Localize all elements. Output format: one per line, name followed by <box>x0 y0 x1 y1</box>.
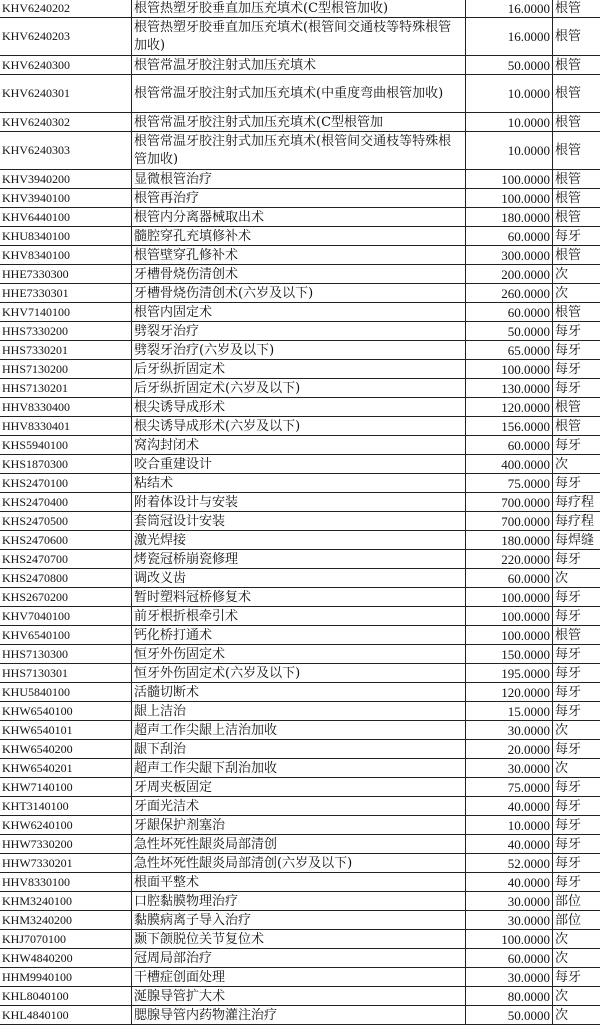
item-unit-cell: 每牙 <box>553 835 600 854</box>
item-code-cell: HHM9940100 <box>0 968 132 987</box>
item-unit-cell: 每牙 <box>553 436 600 455</box>
table-row <box>0 474 600 493</box>
item-unit-cell: 每牙 <box>553 702 600 721</box>
item-name-cell: 牙周夹板固定 <box>132 778 466 797</box>
item-code-cell: KHS2470700 <box>0 550 132 569</box>
item-unit-cell: 根管 <box>553 189 600 208</box>
item-unit-cell: 部位 <box>553 892 600 911</box>
item-name-cell: 根尖诱导成形术 <box>132 398 466 417</box>
table-row <box>0 930 600 949</box>
table-row <box>0 740 600 759</box>
table-row <box>0 873 600 892</box>
table-row <box>0 949 600 968</box>
item-name-cell: 前牙根折根牵引术 <box>132 607 466 626</box>
table-row <box>0 626 600 645</box>
item-name-cell: 超声工作尖龈上洁治加收 <box>132 721 466 740</box>
item-price-cell: 16.0000 <box>466 18 553 56</box>
item-price-cell: 195.0000 <box>466 664 553 683</box>
item-price-cell: 10.0000 <box>466 816 553 835</box>
item-name-cell: 龈下刮治 <box>132 740 466 759</box>
item-code-cell: KHS5940100 <box>0 436 132 455</box>
item-code-cell: KHW6540201 <box>0 759 132 778</box>
item-code-cell: KHV6240202 <box>0 0 132 18</box>
item-price-cell: 60.0000 <box>466 227 553 246</box>
item-name-cell: 牙槽骨烧伤清创术 <box>132 265 466 284</box>
item-code-cell: KHS2670200 <box>0 588 132 607</box>
item-unit-cell: 次 <box>553 721 600 740</box>
item-code-cell: KHU8340100 <box>0 227 132 246</box>
item-code-cell: HHE7330301 <box>0 284 132 303</box>
item-name-cell: 根管常温牙胶注射式加压充填术 <box>132 56 466 75</box>
item-name-cell: 急性坏死性龈炎局部清创 <box>132 835 466 854</box>
item-name-cell: 根管壁穿孔修补术 <box>132 246 466 265</box>
item-price-cell: 75.0000 <box>466 778 553 797</box>
item-price-cell: 15.0000 <box>466 702 553 721</box>
item-unit-cell: 每牙 <box>553 379 600 398</box>
item-name-cell: 根管热塑牙胶垂直加压充填术(根管间交通枝等特殊根管加收) <box>132 18 466 56</box>
item-unit-cell: 根管 <box>553 132 600 170</box>
table-row <box>0 892 600 911</box>
item-name-cell: 根尖诱导成形术(六岁及以下) <box>132 417 466 436</box>
table-row <box>0 132 600 170</box>
item-name-cell: 颞下颌脱位关节复位术 <box>132 930 466 949</box>
table-row <box>0 911 600 930</box>
table-row <box>0 398 600 417</box>
item-unit-cell: 根管 <box>553 75 600 113</box>
item-price-cell: 100.0000 <box>466 170 553 189</box>
item-code-cell: KHW7140100 <box>0 778 132 797</box>
table-row <box>0 18 600 56</box>
item-code-cell: KHV7140100 <box>0 303 132 322</box>
item-unit-cell: 每牙 <box>553 797 600 816</box>
table-row <box>0 569 600 588</box>
item-name-cell: 急性坏死性龈炎局部清创(六岁及以下) <box>132 854 466 873</box>
item-name-cell: 劈裂牙治疗 <box>132 322 466 341</box>
item-name-cell: 活髓切断术 <box>132 683 466 702</box>
item-unit-cell: 每牙 <box>553 607 600 626</box>
table-row <box>0 265 600 284</box>
item-name-cell: 调改义齿 <box>132 569 466 588</box>
item-price-cell: 10.0000 <box>466 113 553 132</box>
table-row <box>0 645 600 664</box>
item-unit-cell: 每牙 <box>553 816 600 835</box>
item-name-cell: 根管再治疗 <box>132 189 466 208</box>
item-price-cell: 80.0000 <box>466 987 553 1006</box>
item-code-cell: KHS2470600 <box>0 531 132 550</box>
item-code-cell: KHM3240200 <box>0 911 132 930</box>
item-unit-cell: 根管 <box>553 626 600 645</box>
item-price-cell: 60.0000 <box>466 303 553 322</box>
item-price-cell: 30.0000 <box>466 721 553 740</box>
item-code-cell: KHV3940200 <box>0 170 132 189</box>
item-price-cell: 10.0000 <box>466 132 553 170</box>
item-price-cell: 75.0000 <box>466 474 553 493</box>
item-code-cell: HHV8330100 <box>0 873 132 892</box>
item-name-cell: 劈裂牙治疗(六岁及以下) <box>132 341 466 360</box>
item-name-cell: 龈上洁治 <box>132 702 466 721</box>
item-code-cell: KHL4840100 <box>0 1006 132 1025</box>
item-price-cell: 120.0000 <box>466 683 553 702</box>
item-name-cell: 冠周局部治疗 <box>132 949 466 968</box>
table-row <box>0 417 600 436</box>
item-price-cell: 40.0000 <box>466 835 553 854</box>
item-name-cell: 根管常温牙胶注射式加压充填术(C型根管加 <box>132 113 466 132</box>
item-unit-cell: 每牙 <box>553 227 600 246</box>
item-unit-cell: 每牙 <box>553 968 600 987</box>
item-code-cell: KHM3240100 <box>0 892 132 911</box>
item-unit-cell: 每牙 <box>553 341 600 360</box>
item-unit-cell: 根管 <box>553 398 600 417</box>
table-row <box>0 360 600 379</box>
item-code-cell: KHU5840100 <box>0 683 132 702</box>
item-unit-cell: 每疗程 <box>553 493 600 512</box>
item-name-cell: 激光焊接 <box>132 531 466 550</box>
item-price-cell: 10.0000 <box>466 75 553 113</box>
item-unit-cell: 每牙 <box>553 873 600 892</box>
item-name-cell: 腮腺导管内药物灌注治疗 <box>132 1006 466 1025</box>
item-price-cell: 700.0000 <box>466 493 553 512</box>
table-row <box>0 436 600 455</box>
item-name-cell: 涎腺导管扩大术 <box>132 987 466 1006</box>
item-code-cell: KHV6240203 <box>0 18 132 56</box>
item-code-cell: HHV8330400 <box>0 398 132 417</box>
item-name-cell: 根管内分离器械取出术 <box>132 208 466 227</box>
item-price-cell: 150.0000 <box>466 645 553 664</box>
item-code-cell: KHW6540101 <box>0 721 132 740</box>
item-price-cell: 156.0000 <box>466 417 553 436</box>
item-name-cell: 附着体设计与安装 <box>132 493 466 512</box>
item-code-cell: KHW4840200 <box>0 949 132 968</box>
item-code-cell: HHS7130201 <box>0 379 132 398</box>
item-price-cell: 52.0000 <box>466 854 553 873</box>
table-row <box>0 854 600 873</box>
table-row <box>0 683 600 702</box>
item-name-cell: 髓腔穿孔充填修补术 <box>132 227 466 246</box>
item-unit-cell: 次 <box>553 265 600 284</box>
item-price-cell: 60.0000 <box>466 569 553 588</box>
item-name-cell: 根管常温牙胶注射式加压充填术(中重度弯曲根管加收) <box>132 75 466 113</box>
item-code-cell: KHS2470100 <box>0 474 132 493</box>
item-name-cell: 恒牙外伤固定术 <box>132 645 466 664</box>
table-row <box>0 341 600 360</box>
item-price-cell: 300.0000 <box>466 246 553 265</box>
item-code-cell: KHW6240100 <box>0 816 132 835</box>
item-price-cell: 400.0000 <box>466 455 553 474</box>
item-unit-cell: 每牙 <box>553 664 600 683</box>
item-unit-cell: 根管 <box>553 303 600 322</box>
item-name-cell: 钙化桥打通术 <box>132 626 466 645</box>
item-price-cell: 30.0000 <box>466 968 553 987</box>
table-row <box>0 759 600 778</box>
table-row <box>0 987 600 1006</box>
table-row <box>0 284 600 303</box>
item-unit-cell: 每牙 <box>553 360 600 379</box>
item-price-cell: 30.0000 <box>466 911 553 930</box>
item-code-cell: HHS7330200 <box>0 322 132 341</box>
item-price-cell: 130.0000 <box>466 379 553 398</box>
item-code-cell: KHV6440100 <box>0 208 132 227</box>
item-price-cell: 16.0000 <box>466 0 553 18</box>
item-unit-cell: 每疗程 <box>553 512 600 531</box>
item-price-cell: 50.0000 <box>466 56 553 75</box>
item-unit-cell: 每牙 <box>553 474 600 493</box>
item-name-cell: 窝沟封闭术 <box>132 436 466 455</box>
item-code-cell: KHT3140100 <box>0 797 132 816</box>
item-code-cell: KHJ7070100 <box>0 930 132 949</box>
item-price-cell: 200.0000 <box>466 265 553 284</box>
item-unit-cell: 次 <box>553 284 600 303</box>
item-name-cell: 超声工作尖龈下刮治加收 <box>132 759 466 778</box>
item-code-cell: KHV3940100 <box>0 189 132 208</box>
item-unit-cell: 根管 <box>553 246 600 265</box>
table-row <box>0 246 600 265</box>
item-name-cell: 粘结术 <box>132 474 466 493</box>
table-row <box>0 797 600 816</box>
item-code-cell: KHV6240301 <box>0 75 132 113</box>
item-unit-cell: 每牙 <box>553 683 600 702</box>
table-row <box>0 379 600 398</box>
item-code-cell: KHV7040100 <box>0 607 132 626</box>
item-code-cell: HHV8330401 <box>0 417 132 436</box>
item-code-cell: HHE7330300 <box>0 265 132 284</box>
table-row <box>0 550 600 569</box>
item-unit-cell: 每牙 <box>553 778 600 797</box>
item-name-cell: 恒牙外伤固定术(六岁及以下) <box>132 664 466 683</box>
item-price-cell: 100.0000 <box>466 930 553 949</box>
item-unit-cell: 根管 <box>553 170 600 189</box>
item-price-cell: 60.0000 <box>466 436 553 455</box>
table-row <box>0 208 600 227</box>
item-price-cell: 100.0000 <box>466 626 553 645</box>
table-row <box>0 189 600 208</box>
table-row <box>0 607 600 626</box>
item-name-cell: 显微根管治疗 <box>132 170 466 189</box>
item-name-cell: 后牙纵折固定术(六岁及以下) <box>132 379 466 398</box>
item-name-cell: 干槽症创面处理 <box>132 968 466 987</box>
item-name-cell: 口腔黏膜物理治疗 <box>132 892 466 911</box>
item-code-cell: KHS2470500 <box>0 512 132 531</box>
item-unit-cell: 次 <box>553 455 600 474</box>
table-row <box>0 835 600 854</box>
item-code-cell: HHS7130300 <box>0 645 132 664</box>
item-price-cell: 100.0000 <box>466 607 553 626</box>
item-code-cell: KHS1870300 <box>0 455 132 474</box>
table-row <box>0 227 600 246</box>
item-code-cell: KHV6240300 <box>0 56 132 75</box>
table-row <box>0 322 600 341</box>
item-name-cell: 根管热塑牙胶垂直加压充填术(C型根管加收) <box>132 0 466 18</box>
item-code-cell: HHS7130301 <box>0 664 132 683</box>
item-price-cell: 30.0000 <box>466 892 553 911</box>
item-name-cell: 牙面光洁术 <box>132 797 466 816</box>
table-row <box>0 0 600 18</box>
item-name-cell: 咬合重建设计 <box>132 455 466 474</box>
item-unit-cell: 每牙 <box>553 645 600 664</box>
item-name-cell: 牙龈保护剂塞治 <box>132 816 466 835</box>
item-name-cell: 烤瓷冠桥崩瓷修理 <box>132 550 466 569</box>
item-code-cell: KHW6540100 <box>0 702 132 721</box>
table-row <box>0 702 600 721</box>
item-name-cell: 根面平整术 <box>132 873 466 892</box>
item-unit-cell: 根管 <box>553 18 600 56</box>
item-price-cell: 100.0000 <box>466 588 553 607</box>
table-row <box>0 816 600 835</box>
item-price-cell: 65.0000 <box>466 341 553 360</box>
item-price-cell: 100.0000 <box>466 360 553 379</box>
item-unit-cell: 根管 <box>553 417 600 436</box>
item-unit-cell: 次 <box>553 987 600 1006</box>
item-code-cell: KHV8340100 <box>0 246 132 265</box>
table-row <box>0 968 600 987</box>
table-row <box>0 455 600 474</box>
item-price-cell: 40.0000 <box>466 873 553 892</box>
item-price-cell: 180.0000 <box>466 208 553 227</box>
item-code-cell: KHS2470400 <box>0 493 132 512</box>
item-unit-cell: 根管 <box>553 56 600 75</box>
item-unit-cell: 每牙 <box>553 322 600 341</box>
item-name-cell: 牙槽骨烧伤清创术(六岁及以下) <box>132 284 466 303</box>
table-row <box>0 664 600 683</box>
table-row <box>0 588 600 607</box>
table-row <box>0 303 600 322</box>
item-code-cell: HHW7330201 <box>0 854 132 873</box>
table-row <box>0 1006 600 1025</box>
item-code-cell: KHW6540200 <box>0 740 132 759</box>
item-price-cell: 100.0000 <box>466 189 553 208</box>
item-price-cell: 700.0000 <box>466 512 553 531</box>
table-row <box>0 56 600 75</box>
item-code-cell: HHS7330201 <box>0 341 132 360</box>
item-unit-cell: 根管 <box>553 0 600 18</box>
table-row <box>0 512 600 531</box>
table-row <box>0 721 600 740</box>
item-unit-cell: 每牙 <box>553 854 600 873</box>
item-unit-cell: 根管 <box>553 208 600 227</box>
item-unit-cell: 每牙 <box>553 588 600 607</box>
item-code-cell: KHS2470800 <box>0 569 132 588</box>
item-code-cell: KHV6540100 <box>0 626 132 645</box>
item-unit-cell: 每牙 <box>553 740 600 759</box>
item-code-cell: HHS7130200 <box>0 360 132 379</box>
item-unit-cell: 次 <box>553 1006 600 1025</box>
item-price-cell: 30.0000 <box>466 759 553 778</box>
item-unit-cell: 次 <box>553 949 600 968</box>
table-row <box>0 75 600 113</box>
table-row <box>0 531 600 550</box>
item-unit-cell: 每牙 <box>553 550 600 569</box>
item-price-cell: 260.0000 <box>466 284 553 303</box>
item-name-cell: 套筒冠设计安装 <box>132 512 466 531</box>
item-name-cell: 后牙纵折固定术 <box>132 360 466 379</box>
item-unit-cell: 次 <box>553 930 600 949</box>
item-price-cell: 180.0000 <box>466 531 553 550</box>
item-name-cell: 根管常温牙胶注射式加压充填术(根管间交通枝等特殊根管加收) <box>132 132 466 170</box>
item-price-cell: 40.0000 <box>466 797 553 816</box>
item-code-cell: KHL8040100 <box>0 987 132 1006</box>
item-name-cell: 根管内固定术 <box>132 303 466 322</box>
item-unit-cell: 次 <box>553 759 600 778</box>
item-price-cell: 50.0000 <box>466 322 553 341</box>
item-unit-cell: 次 <box>553 569 600 588</box>
item-price-cell: 20.0000 <box>466 740 553 759</box>
item-price-cell: 220.0000 <box>466 550 553 569</box>
table-row <box>0 170 600 189</box>
table-row <box>0 778 600 797</box>
item-code-cell: HHW7330200 <box>0 835 132 854</box>
item-code-cell: KHV6240302 <box>0 113 132 132</box>
item-code-cell: KHV6240303 <box>0 132 132 170</box>
table-row <box>0 493 600 512</box>
table-row <box>0 113 600 132</box>
item-price-cell: 60.0000 <box>466 949 553 968</box>
item-price-cell: 120.0000 <box>466 398 553 417</box>
item-unit-cell: 部位 <box>553 911 600 930</box>
item-name-cell: 黏膜病离子导入治疗 <box>132 911 466 930</box>
item-price-cell: 50.0000 <box>466 1006 553 1025</box>
item-unit-cell: 每焊缝 <box>553 531 600 550</box>
item-name-cell: 暂时塑料冠桥修复术 <box>132 588 466 607</box>
item-unit-cell: 根管 <box>553 113 600 132</box>
